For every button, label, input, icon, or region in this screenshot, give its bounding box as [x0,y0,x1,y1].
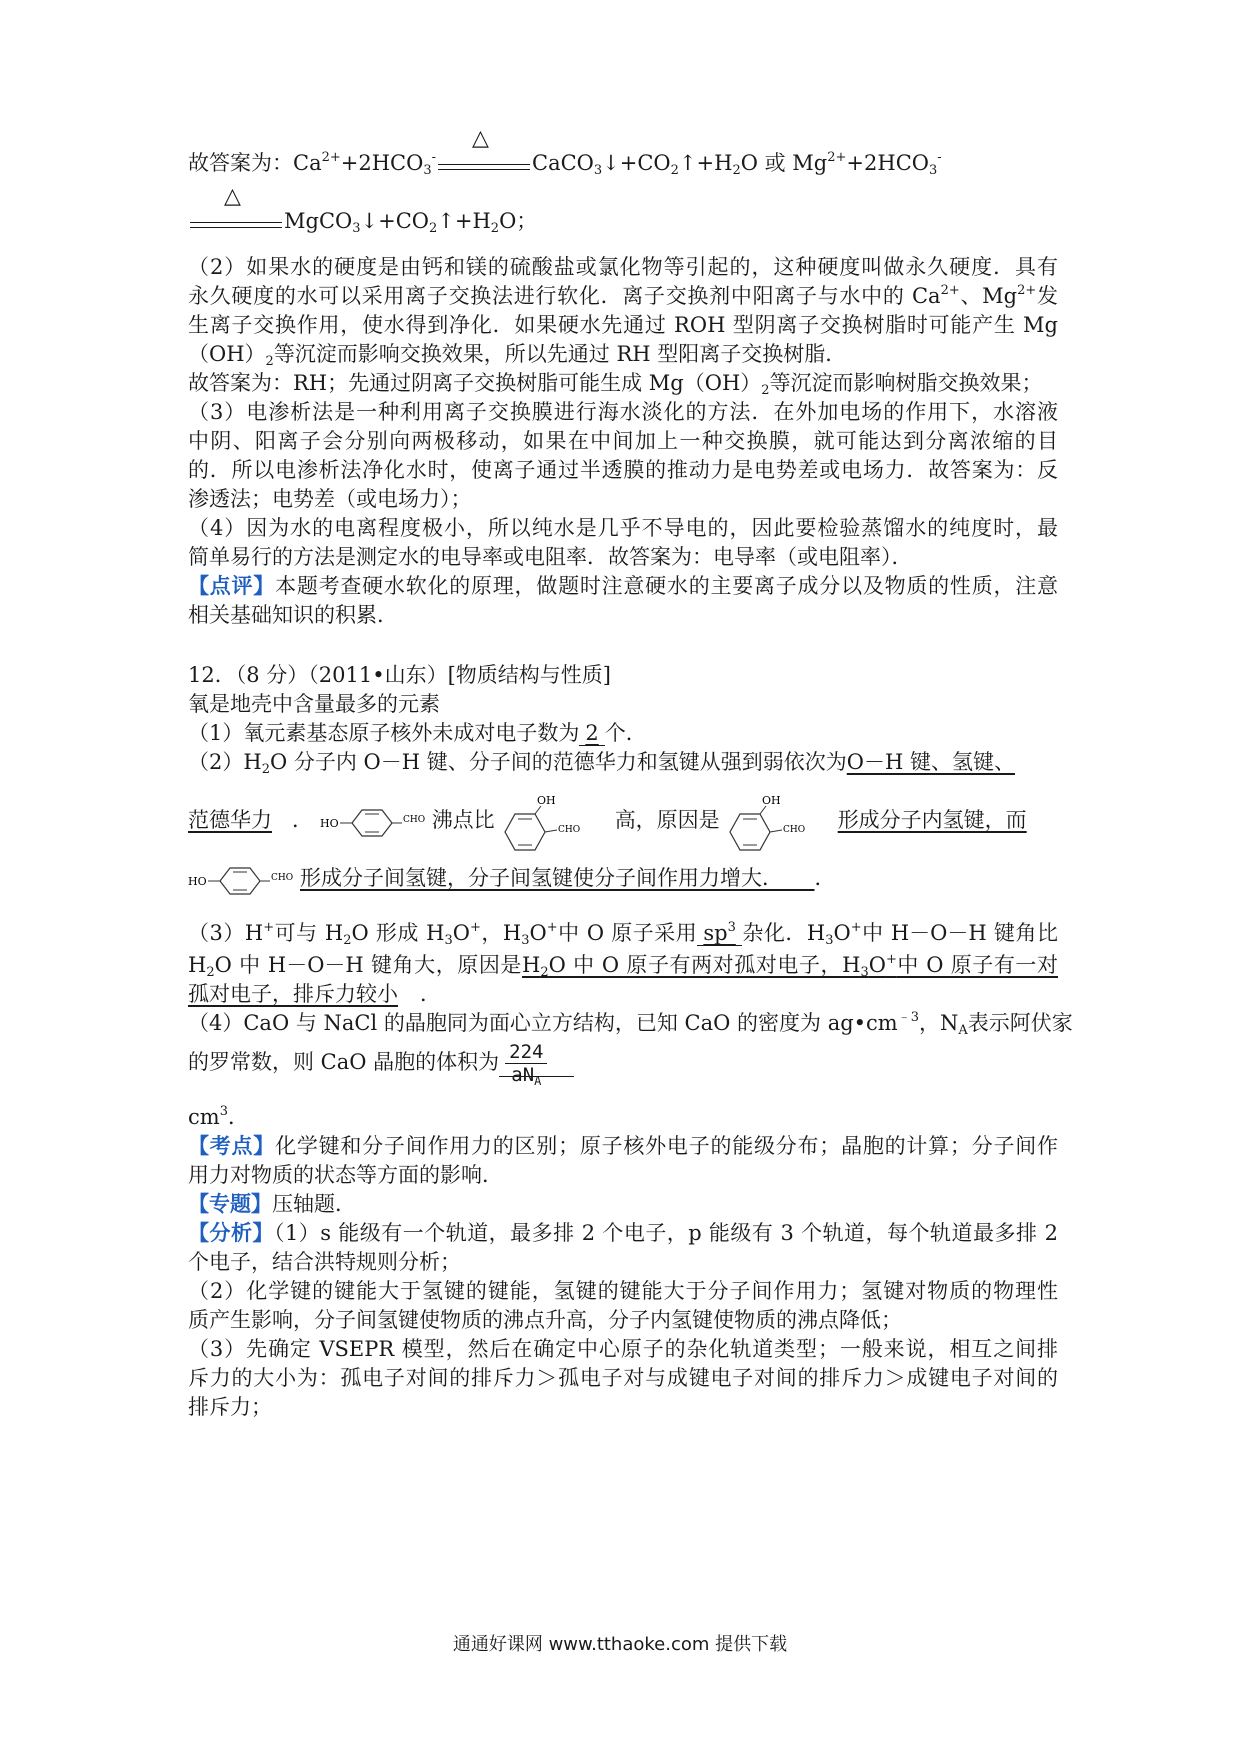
zhuanti-tag: 【专题】 [188,1191,272,1216]
equation-line-1: 故答案为：$Ca^{2+}+2HCO_3^-$ △ $CaCO_3↓+CO_2↑+H_2O$ 或 $Mg^{2+}+2HCO_3^-$ [188,126,942,178]
page-footer: 通通好课网 www.tthaoke.com 提供下载 [452,1634,788,1655]
subquestion-4: （4）CaO 与 NaCl 的晶胞同为面心立方结构，已知 CaO 的密度为 $ag•cm^{﹣3}$，$N_A$表示阿伏家 [188,1010,1073,1038]
reason-line: HO CHO 形成分子间氢键，分子间氢键使分子间作用力增大． ． [188,858,1058,898]
p-hydroxybenzaldehyde-structure [188,860,300,900]
note-kaodian-cont: 用力对物质的状态等方面的影响． [188,1163,503,1187]
paragraph-line: （3）电渗析法是一种利用离子交换膜进行海水淡化的方法．在外加电场的作用下，水溶液 [188,400,1058,424]
paragraph-line: 中阴、阳离子会分别向两极移动，如果在中间加上一种交换膜，就可能达到分离浓缩的目 [188,429,1058,453]
subquestion-3-cont: $H_2O$ 中 H－O－H 键角大，原因是$H_2O$ 中 O 原子有两对孤对电子，$H_3O^+$中 O 原子有一对 [188,952,1058,980]
ho-label: HO [319,816,339,830]
note-fenxi-cont: （2）化学键的键能大于氢键的键能，氢键的键能大于分子间作用力；氢键对物质的物理性 [188,1279,1058,1303]
answer-blank [499,1041,574,1088]
cho-label: CHO [782,824,805,835]
o-hydroxybenzaldehyde-structure [495,792,615,852]
note-fenxi: 【分析】（1）s 能级有一个轨道，最多排 2 个电子，p 能级有 3 个轨道，每个轨道最多排 2 [188,1220,1059,1245]
paragraph-line: 的．所以电渗析法净化水时，使离子通过半透膜的推动力是电势差或电场力．故答案为：反 [188,458,1058,482]
paragraph-line: $(OH)_2$等沉淀而影响交换效果，所以先通过 RH 型阳离子交换树脂． [188,342,847,369]
answer-blank: $sp^3$ [697,921,742,946]
note-zhuanti: 【专题】压轴题． [188,1191,356,1216]
answer-blank: $H_2O$ 中 O 原子有两对孤对电子，$H_3O^+$中 O 原子有一对 [522,952,1058,980]
cho-label: CHO [557,824,580,835]
subquestion-2: $(2)H_2O$ 分子内 O－H 键、分子间的范德华力和氢键从强到弱依次为O－H 键、氢键、 [188,750,1015,777]
oh-label: OH [536,793,556,807]
comment-tag: 【点评】 [188,573,276,598]
paragraph-line: 永久硬度的水可以采用离子交换法进行软化．离子交换剂中阳离子与水中的 $Ca^{2+}$、$Mg^{2+}$发 [188,283,1058,308]
note-kaodian: 【考点】化学键和分子间作用力的区别；原子核外电子的能级分布；晶胞的计算；分子间作 [188,1133,1058,1158]
cho-label: CHO [271,872,294,883]
subquestion-3-cont: 孤对电子，排斥力较小 ． [188,982,441,1006]
answer-line: 故答案为：RH；先通过阴离子交换树脂可能生成 $Mg(OH)_2$等沉淀而影响树脂交换效果； [188,371,1043,398]
heating-condition-arrow: △ [438,150,530,172]
o-hydroxybenzaldehyde-structure [720,792,838,852]
paragraph-line: 简单易行的方法是测定水的电导率或电阻率．故答案为：电导率（或电阻率）． [188,545,913,569]
note-fenxi-cont: 排斥力； [188,1395,272,1419]
heating-condition-arrow: △ [190,208,282,230]
answer-blank: 2 [579,721,604,746]
subquestion-3: （3）H+可与 $H_2O$ 形成 $H_3O^+$，$H_3O^+$中 O 原子采用 $sp^3$ 杂化．$H_3O^+$中 H－O－H 键角比 [188,920,1058,948]
unit-line: $cm^3$． [188,1104,249,1129]
kaodian-tag: 【考点】 [188,1133,276,1158]
paragraph-line: （4）因为水的电离程度极小，所以纯水是几乎不导电的，因此要检验蒸馏水的纯度时，最 [188,516,1058,540]
oh-label: OH [761,793,781,807]
equation-line-2: △ $MgCO_3↓+CO_2↑+H_2O$； [188,206,1058,236]
cho-label: CHO [402,814,425,825]
answer-blank: OH CHO 形成分子内氢键，而 [720,808,1027,832]
paragraph-line: 生离子交换作用，使水得到净化．如果硬水先通过 ROH 型阴离子交换树脂时可能产生 Mg [188,313,1058,337]
note-fenxi-cont: 质产生影响，分子间氢键使物质的沸点升高，分子内氢键使物质的沸点降低； [188,1308,902,1332]
answer-blank: 范德华力 [188,808,272,832]
note-fenxi-cont: 斥力的大小为：孤电子对间的排斥力＞孤电子对与成键电子对间的排斥力＞成键电子对间的 [188,1366,1058,1390]
comment-line: 相关基础知识的积累． [188,603,398,627]
molecule-comparison-line: 范德华力 ． HO CHO 沸点比 OH CHO 高，原因是 OH CHO 形成分子内氢键，而 [188,790,1058,850]
answer-blank: 孤对电子，排斥力较小 [188,982,398,1006]
subquestion-4-cont: 的罗常数，则 CaO 晶胞的体积为 $\frac{224}{aN_A}$ [188,1036,1058,1088]
note-fenxi-cont: 个电子，结合洪特规则分析； [188,1250,461,1274]
ho-label: HO [188,874,207,888]
paragraph-line: 渗透法；电势差（或电场力）； [188,487,472,511]
question-intro: 氧是地壳中含量最多的元素 [188,692,440,716]
fenxi-tag: 【分析】 [188,1220,274,1245]
subquestion-1: （1）氧元素基态原子核外未成对电子数为 2 个． [188,721,647,745]
volume-fraction: $\frac{224}{aN_A}$ [505,1041,547,1086]
comment-line: 【点评】本题考查硬水软化的原理，做题时注意硬水的主要离子成分以及物质的性质，注意 [188,573,1058,598]
answer-blank: HO CHO 形成分子间氢键，分子间氢键使分子间作用力增大． [188,866,815,890]
p-hydroxybenzaldehyde-structure [320,802,432,842]
paragraph-line: （2）如果水的硬度是由钙和镁的硫酸盐或氯化物等引起的，这种硬度叫做永久硬度．具有 [188,255,1058,279]
answer-blank: O－H 键、氢键、 [846,750,1015,774]
note-fenxi-cont: （3）先确定 VSEPR 模型，然后在确定中心原子的杂化轨道类型；一般来说，相互之间排 [188,1337,1058,1361]
question-header: 12．（8 分）（2011•山东）[物质结构与性质] [188,663,611,687]
